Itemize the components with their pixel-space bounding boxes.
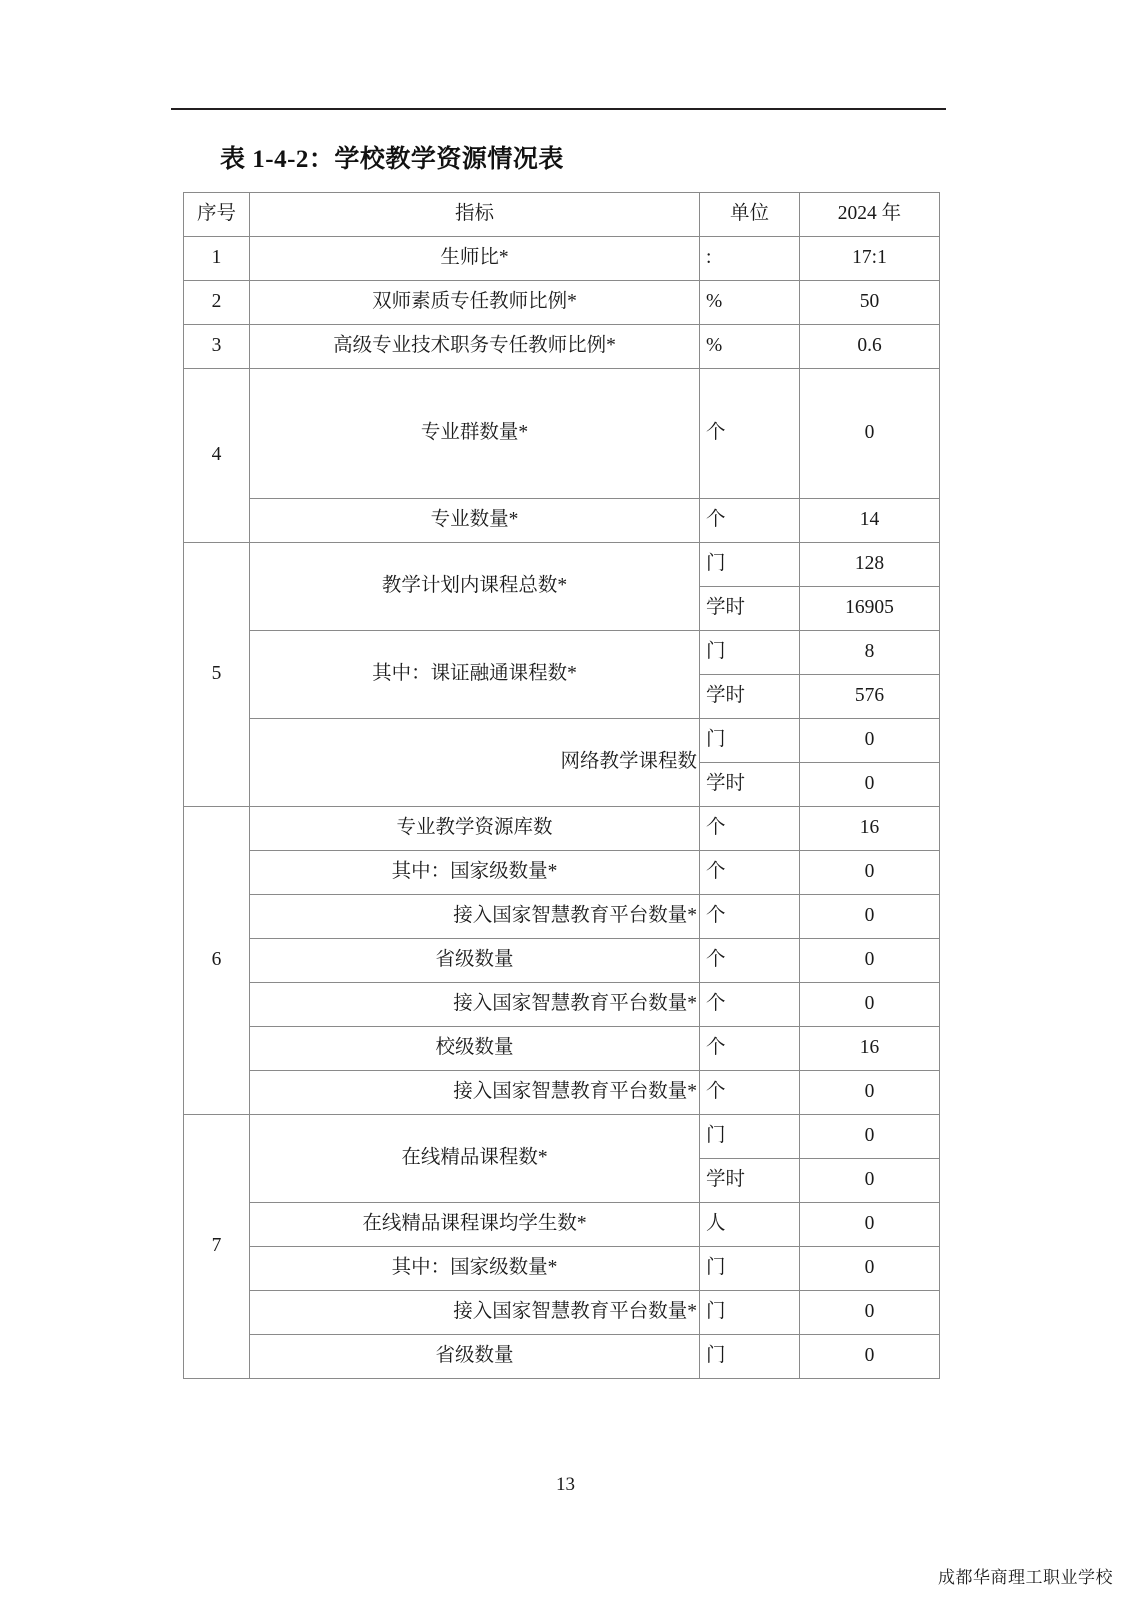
- row-unit: 门: [700, 719, 800, 763]
- row-unit: 门: [700, 1115, 800, 1159]
- row-unit: 门: [700, 543, 800, 587]
- row-value: 0: [800, 369, 940, 499]
- row-indicator: 专业教学资源库数: [250, 807, 700, 851]
- page-number: 13: [556, 1474, 575, 1495]
- row-indicator: 专业数量*: [250, 499, 700, 543]
- row-value: 0: [800, 1071, 940, 1115]
- row-unit: 个: [700, 1071, 800, 1115]
- row-value: 0: [800, 851, 940, 895]
- row-unit: 门: [700, 1335, 800, 1379]
- table-row: [184, 719, 940, 763]
- row-indicator: 接入国家智慧教育平台数量*: [250, 983, 700, 1027]
- table-row: [184, 851, 940, 895]
- row-unit: 学时: [700, 1159, 800, 1203]
- row-value: 0: [800, 983, 940, 1027]
- row-unit: 个: [700, 1027, 800, 1071]
- row-unit: %: [700, 325, 800, 369]
- row-value: 8: [800, 631, 940, 675]
- table-row: [184, 325, 940, 369]
- row-value: 0.6: [800, 325, 940, 369]
- table-row: [184, 237, 940, 281]
- table-row: [184, 983, 940, 1027]
- row-unit: %: [700, 281, 800, 325]
- table-row: [184, 281, 940, 325]
- row-unit: 个: [700, 895, 800, 939]
- row-indicator: 接入国家智慧教育平台数量*: [250, 895, 700, 939]
- row-value: 128: [800, 543, 940, 587]
- row-indicator: 接入国家智慧教育平台数量*: [250, 1291, 700, 1335]
- page-title: 表 1-4-2：学校教学资源情况表: [220, 146, 564, 173]
- row-value: 0: [800, 1247, 940, 1291]
- row-value: 0: [800, 1115, 940, 1159]
- row-no: 2: [184, 281, 250, 325]
- table-row: [184, 895, 940, 939]
- row-indicator: 接入国家智慧教育平台数量*: [250, 1071, 700, 1115]
- header-cell-indicator: 指标: [250, 193, 700, 237]
- row-unit: 个: [700, 851, 800, 895]
- header-rule: [171, 108, 946, 110]
- row-value: 0: [800, 939, 940, 983]
- row-indicator: 在线精品课程数*: [250, 1115, 700, 1203]
- row-value: 0: [800, 895, 940, 939]
- row-value: 0: [800, 1203, 940, 1247]
- row-indicator: 生师比*: [250, 237, 700, 281]
- header-cell-year: 2024 年: [800, 193, 940, 237]
- row-unit: 个: [700, 807, 800, 851]
- row-no: 7: [184, 1115, 250, 1379]
- table-row: [184, 499, 940, 543]
- header-cell-no: 序号: [184, 193, 250, 237]
- row-value: 16: [800, 1027, 940, 1071]
- table-row: [184, 543, 940, 587]
- row-value: 50: [800, 281, 940, 325]
- table-row: [184, 1071, 940, 1115]
- row-indicator: 其中：课证融通课程数*: [250, 631, 700, 719]
- table-row: [184, 1027, 940, 1071]
- row-unit: :: [700, 237, 800, 281]
- table-row: [184, 1291, 940, 1335]
- watermark: 成都华商理工职业学校: [938, 1568, 1113, 1588]
- table-row: [184, 807, 940, 851]
- row-no: 1: [184, 237, 250, 281]
- row-unit: 门: [700, 631, 800, 675]
- table-row: [184, 1115, 940, 1159]
- table-row: [184, 1203, 940, 1247]
- row-no: 6: [184, 807, 250, 1115]
- table-row: [184, 369, 940, 499]
- row-unit: 学时: [700, 675, 800, 719]
- table-row: [184, 1335, 940, 1379]
- row-value: 17:1: [800, 237, 940, 281]
- row-indicator: 教学计划内课程总数*: [250, 543, 700, 631]
- teaching-resources-table: [183, 192, 940, 1379]
- row-indicator: 网络教学课程数: [250, 719, 700, 807]
- header-cell-unit: 单位: [700, 193, 800, 237]
- row-value: 0: [800, 1335, 940, 1379]
- row-indicator: 高级专业技术职务专任教师比例*: [250, 325, 700, 369]
- row-unit: 学时: [700, 763, 800, 807]
- row-indicator: 其中：国家级数量*: [250, 851, 700, 895]
- row-no: 4: [184, 369, 250, 543]
- row-value: 16: [800, 807, 940, 851]
- row-indicator: 专业群数量*: [250, 369, 700, 499]
- row-indicator: 校级数量: [250, 1027, 700, 1071]
- row-unit: 个: [700, 939, 800, 983]
- row-value: 14: [800, 499, 940, 543]
- row-value: 0: [800, 719, 940, 763]
- table-row: [184, 1247, 940, 1291]
- table-row: [184, 631, 940, 675]
- row-indicator: 省级数量: [250, 939, 700, 983]
- row-unit: 个: [700, 983, 800, 1027]
- row-indicator: 省级数量: [250, 1335, 700, 1379]
- row-unit: 人: [700, 1203, 800, 1247]
- row-no: 3: [184, 325, 250, 369]
- row-indicator: 其中：国家级数量*: [250, 1247, 700, 1291]
- table-header-row: [184, 193, 940, 237]
- row-value: 16905: [800, 587, 940, 631]
- row-value: 0: [800, 763, 940, 807]
- row-unit: 个: [700, 369, 800, 499]
- table-row: [184, 939, 940, 983]
- row-value: 0: [800, 1291, 940, 1335]
- row-indicator: 在线精品课程课均学生数*: [250, 1203, 700, 1247]
- row-indicator: 双师素质专任教师比例*: [250, 281, 700, 325]
- row-no: 5: [184, 543, 250, 807]
- row-value: 0: [800, 1159, 940, 1203]
- row-unit: 学时: [700, 587, 800, 631]
- row-unit: 个: [700, 499, 800, 543]
- row-unit: 门: [700, 1291, 800, 1335]
- row-unit: 门: [700, 1247, 800, 1291]
- row-value: 576: [800, 675, 940, 719]
